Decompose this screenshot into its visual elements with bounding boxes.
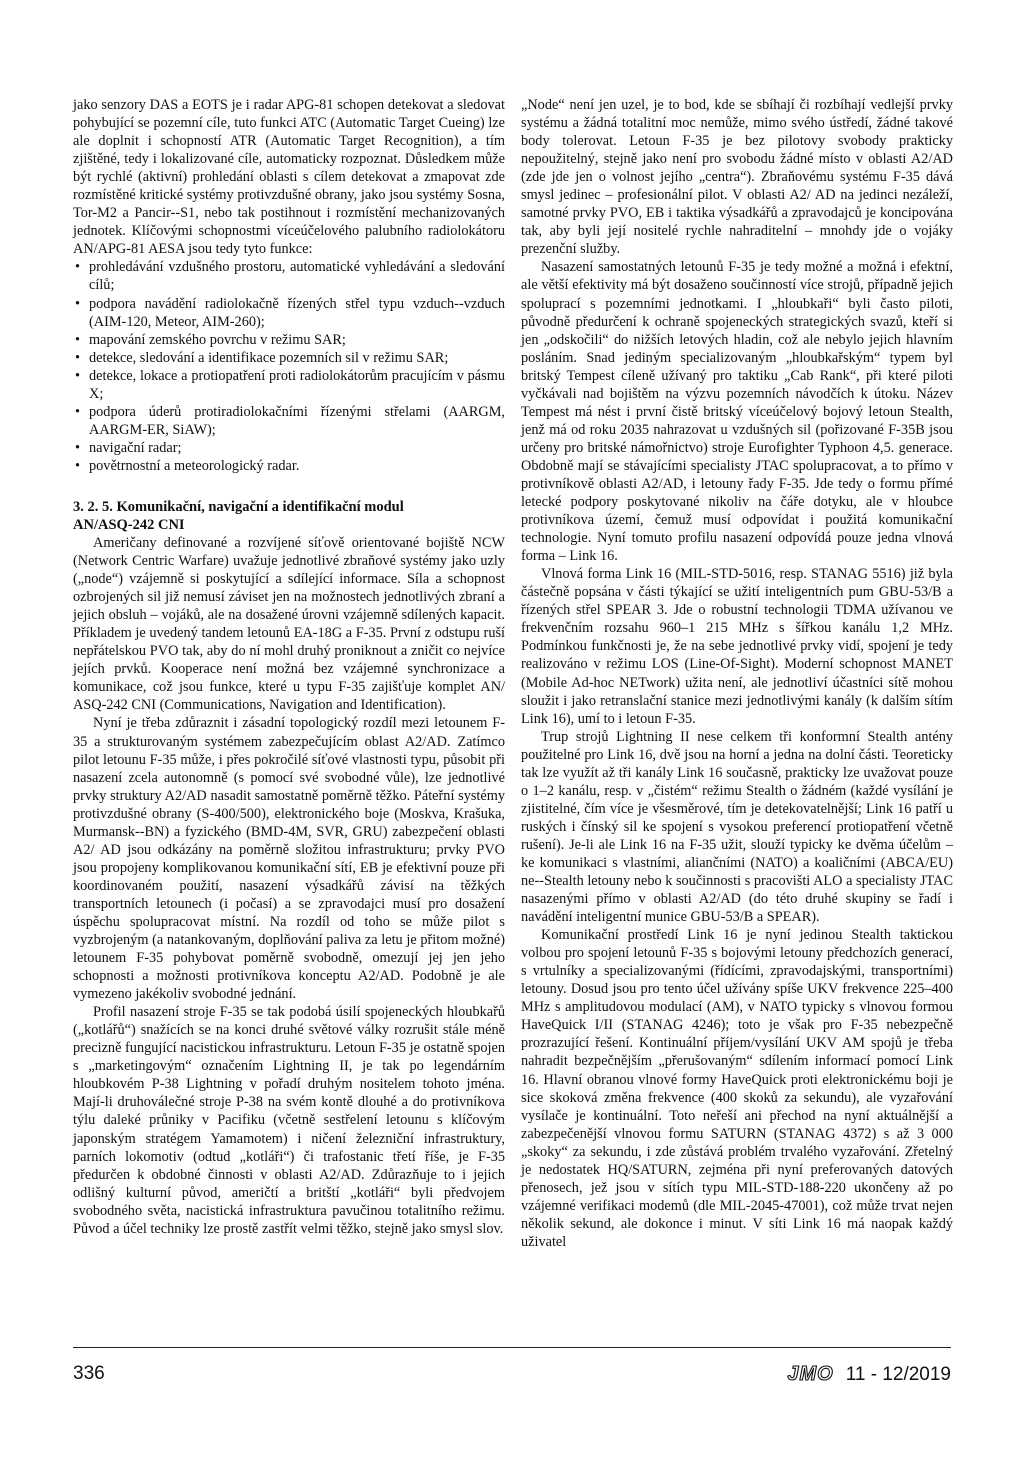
body-paragraph: Nyní je třeba zdůraznit i zásadní topologický rozdíl mezi letounem F-35 a strukturovaným systémem zabezpečujícím oblast A2/AD. Zatímco pilot letounu F-35 může, i přes pokročilé síťové vlastnosti typu, působit při nasazení zcela autonomně (s pomocí své svobodné vůle), lze jednotlivé prvky struktury A2/AD nasadit samostatně poměrně těžko. Páteřní systémy protivzdušné obrany (S-400/500), elektronického boje (Moskva, Krašuka, Murmansk--BN) a fyzického (BMD-4M, SVR, GRU) zabezpečení oblasti A2/ AD jsou odkázány na poměrně složitou infrastrukturu; prvky PVO jsou propojeny komplikovanou komunikační sítí, EB je efektivní pouze při koordinovaném použití, nasazení výsadkářů závisí na těžkých transportních letounech (i počasí) a se zpravodajci musí pro dosažení úspěchu spolupracovat místní. Na rozdíl od toho se může pilot s vyzbrojeným (a natankovaným, doplňování paliva za letu je přitom možné) letounem F-35 pohybovat poměrně svobodně, omezují jej jen jeho schopnosti a možnosti protivníkova konceptu A2/AD. Podobně je ale vymezeno jakékoliv svobodné jednání.	[73, 715, 505, 1003]
journal-logo: JMO	[787, 1363, 834, 1385]
right-column	[521, 96, 953, 1251]
footer-issue	[787, 1363, 951, 1386]
section-heading	[73, 498, 505, 534]
list-item: • prohledávání vzdušného prostoru, automatické vyhledávání a sledování cílů;	[73, 258, 505, 294]
section-heading-line2: AN/ASQ-242 CNI	[73, 516, 185, 533]
list-item: • mapování zemského povrchu v režimu SAR;	[73, 331, 505, 349]
body-paragraph: Vlnová forma Link 16 (MIL-STD-5016, resp. STANAG 5516) již byla částečně popsána v části týkající se užití inteligentních pum GBU-53/B a řízených střel SPEAR 3. Jde o robustní technologii TDMA užívanou ve frekvenčním rozsahu 960–1 215 MHz s šířkou kanálu 1,2 MHz. Podmínkou funkčnosti je, že na sebe jednotlivé prvky vidí, spojení je tedy realizováno v režimu LOS (Line-Of-Sight). Moderní schopnost MANET (Mobile Ad-hoc NETwork) užita není, ale jednotliví účastníci sítě mohou sloužit i jako retranslační stanice mezi jednotlivými kanály (k dalším sítím Link 16), umí to i letoun F-35.	[521, 566, 953, 727]
list-item: • povětrnostní a meteorologický radar.	[73, 457, 505, 475]
issue-label: 11 - 12/2019	[845, 1363, 951, 1385]
body-paragraph: Trup strojů Lightning II nese celkem tři konformní Stealth antény použitelné pro Link 16, dvě jsou na horní a jedna na dolní části. Teoreticky tak lze využít až tři kanály Link 16 současně, prakticky lze uvažovat pouze o 1–2 kanálu, resp. v „čistém“ režimu Stealth o žádném (každé vysílání je zjistitelné, čím více je všesměrové, tím je detekovatelnější; Link 16 patří u ruských i čínský sil ke spojení s vysokou preferencí protiopatření včetně rušení). Je-li ale Link 16 na F-35 užit, slouží typicky ke dvěma účelům – ke komunikaci s vlastními, aliančními (NATO) a koaličními (ABCA/EU) ne--Stealth letouny nebo k součinnosti s pracovišti ALO a specialisty JTAC nasazenými přímo v oblasti A2/AD (do této druhé skupiny se řadí i navádění inteligentní munice GBU-53/B a SPEAR).	[521, 728, 953, 926]
footer-rule	[73, 1347, 951, 1348]
radar-functions-list	[73, 258, 505, 475]
list-item: • navigační radar;	[73, 439, 505, 457]
body-paragraph: Nasazení samostatných letounů F-35 je tedy možné a možná i efektní, ale větší efektivity má být dosaženo součinností více strojů, případně jejich spoluprací s pozemními jednotkami. I „hloubkaři“ byli často piloti, původně předurčení k ochraně spojeneckých strategických svazů, kteří si jen „odskočili“ do nižších letových hladin, což ale nebylo jejich hlavním posláním. Snad jediným specializovaným „hloubkařským“ typem byl britský Tempest cíleně užívaný pro taktiku „Cab Rank“, při které piloti vyčkávali nad bojištěm na výzvu pozemních návodčích k útoku. Název Tempest má nést i první čistě britský víceúčelový bojový letoun Stealth, jenž má od roku 2035 nahrazovat u vzdušných sil (pořizované F-35B jsou určeny pro britské námořnictvo) stroje Eurofighter Typhoon 4,5. generace. Obdobně mají se stávajícími specialisty JTAC spolupracovat, a to přímo v protivníkově oblasti A2/AD, i letouny řady F-35. Jde tedy o formu přímé letecké podpory poskytované nikoliv na čáře dotyku, ale v hloubce protivníkova území, čemuž musí odpovídat i použitá komunikační technologie. Nyní tomuto profilu nasazení odpovídá pouze jedna vlnová forma – Link 16.	[521, 259, 953, 565]
intro-paragraph: jako senzory DAS a EOTS je i radar APG-81 schopen detekovat a sledovat pohybující se pozemní cíle, tuto funkci ATC (Automatic Target Cueing) lze ale doplnit i schopností ATR (Automatic Target Recognition), a tím zjištěné, tedy i lokalizované cíle, automaticky rozpoznat. Důsledkem může být rychlé (aktivní) prohledání oblasti s cílem detekovat a zmapovat zde rozmístěné kritické systémy protivzdušné obrany, jako jsou systémy Sosna, Tor-M2 a Pancir--S1, nebo tak postihnout i rozmístění mechanizovaných jednotek. Klíčovými schopnostmi víceúčelového palubního radiolokátoru AN/APG-81 AESA jsou tedy tyto funkce:	[73, 97, 505, 258]
list-item: • podpora navádění radiolokačně řízených střel typu vzduch--vzduch (AIM-120, Meteor, AIM-260);	[73, 295, 505, 331]
list-item: • podpora úderů protiradiolokačními řízenými střelami (AARGM, AARGM-ER, SiAW);	[73, 403, 505, 439]
body-paragraph: „Node“ není jen uzel, je to bod, kde se sbíhají či rozbíhají vedlejší prvky systému a žádná totalitní moc nemůže, mimo svého ústředí, žádné takové body tolerovat. Letoun F-35 je bez pilotovy svobody prakticky nepoužitelný, stejně jako není pro svobodu žádné místo v oblasti A2/AD (zde jde jen o volnost jejího „centra“). Zbraňovému systému F-35 dává smysl jedinec – profesionální pilot. V oblasti A2/ AD na jedinci nezáleží, samotné prvky PVO, EB i taktika výsadkářů a zpravodajců je koncipována tak, aby byli její nositelé rychle nahraditelní – mnohdy jde o vojáky prezenční služby.	[521, 97, 953, 258]
body-paragraph: Komunikační prostředí Link 16 je nyní jedinou Stealth taktickou volbou pro spojení letounů F-35 s bojovými letouny předchozích generací, s vrtulníky a specializovanými (řídícími, zpravodajskými, transportními) letouny. Dosud jsou pro tento účel užívány spíše UKV frekvence 225–400 MHz s amplitudovou modulací (AM), v NATO typicky s vlnovou formou HaveQuick I/II (STANAG 4246); toto je však pro F-35 nebezpečně prozrazující řešení. Kontinuální příjem/vysílání UKV AM spojů je třeba nahradit bezpečnějším „přerušovaným“ sdílením informací pomocí Link 16. Hlavní obranou vlnové formy HaveQuick proti elektronickému boji je sice skoková změna frekvence (400 skoků za sekundu), ale vyzařování vysílače je kontinuální. Toto neřeší ani přechod na nyní aktuálnější a zabezpečenější vlnovou formu SATURN (STANAG 4372) s až 3 000 „skoky“ za sekundu, i zde zůstává problém trvalého vyzařování. Zřetelný je nedostatek HQ/SATURN, zejména při nyní preferovaných datových přenosech, jež jsou v sítích typu MIL-STD-188-220 ukončeny až po vzájemné verifikaci modemů (dle MIL-2045-47001), což může trvat nejen několik sekund, ale dokonce i minut. V síti Link 16 má naopak každý uživatel	[521, 927, 953, 1250]
section-heading-line1: 3. 2. 5. Komunikační, navigační a identifikační modul	[73, 498, 404, 515]
left-column	[73, 96, 505, 1238]
page-number: 336	[73, 1363, 105, 1384]
body-paragraph: Profil nasazení stroje F-35 se tak podobá úsilí spojeneckých hloubkařů („kotlářů“) snažících se na konci druhé světové války rozrušit stále méně precizně fungující nacistickou infrastrukturu. Letoun F-35 je ostatně spojen s „marketingovým“ označením Lightning II, je tak po legendárním hloubkovém P-38 Lightning v pořadí druhým nositelem tohoto jména. Mají-li druhoválečné stroje P-38 na svém kontě dlouhé a do protivníkova týlu daleké průniky v Pacifiku (včetně sestřelení letounu s klíčovým japonským stratégem Yamamotem) i ničení železniční infrastruktury, parních lokomotiv (odtud „kotláři“) či trafostanic třetí říše, je F-35 předurčen k obdobné činnosti v oblasti A2/AD. Zdůrazňuje to i jejich odlišný kulturní původ, američtí a britští „kotláři“ byli předvojem svobodného světa, nacistická infrastruktura pavučinou totalitního režimu. Původ a účel techniky lze prostě zastřít velmi těžko, stejně jako smysl slov.	[73, 1004, 505, 1237]
body-paragraph: Američany definované a rozvíjené síťově orientované bojiště NCW (Network Centric Warfare) uvažuje jednotlivé zbraňové systémy jako uzly („node“) vzájemně si poskytující a sdílející informace. Síla a schopnost ozbrojených sil již nemusí záviset jen na možnostech jednotlivých zbraní a jejich obsluh – vojáků, ale na dosažené úrovni vzájemně sdílených kapacit. Příkladem je uvedený tandem letounů EA-18G a F-35. První z odstupu ruší nepřátelskou PVO tak, aby do ní mohl druhý proniknout a zničit co nejvíce jejích prvků. Kooperace není možná bez vzájemné synchronizace a komunikace, což jsou funkce, které u typu F-35 zajišťuje komplet AN/ ASQ-242 CNI (Communications, Navigation and Identification).	[73, 534, 505, 714]
list-item: • detekce, sledování a identifikace pozemních sil v režimu SAR;	[73, 349, 505, 367]
list-item: • detekce, lokace a protiopatření proti radiolokátorům pracujícím v pásmu X;	[73, 367, 505, 403]
